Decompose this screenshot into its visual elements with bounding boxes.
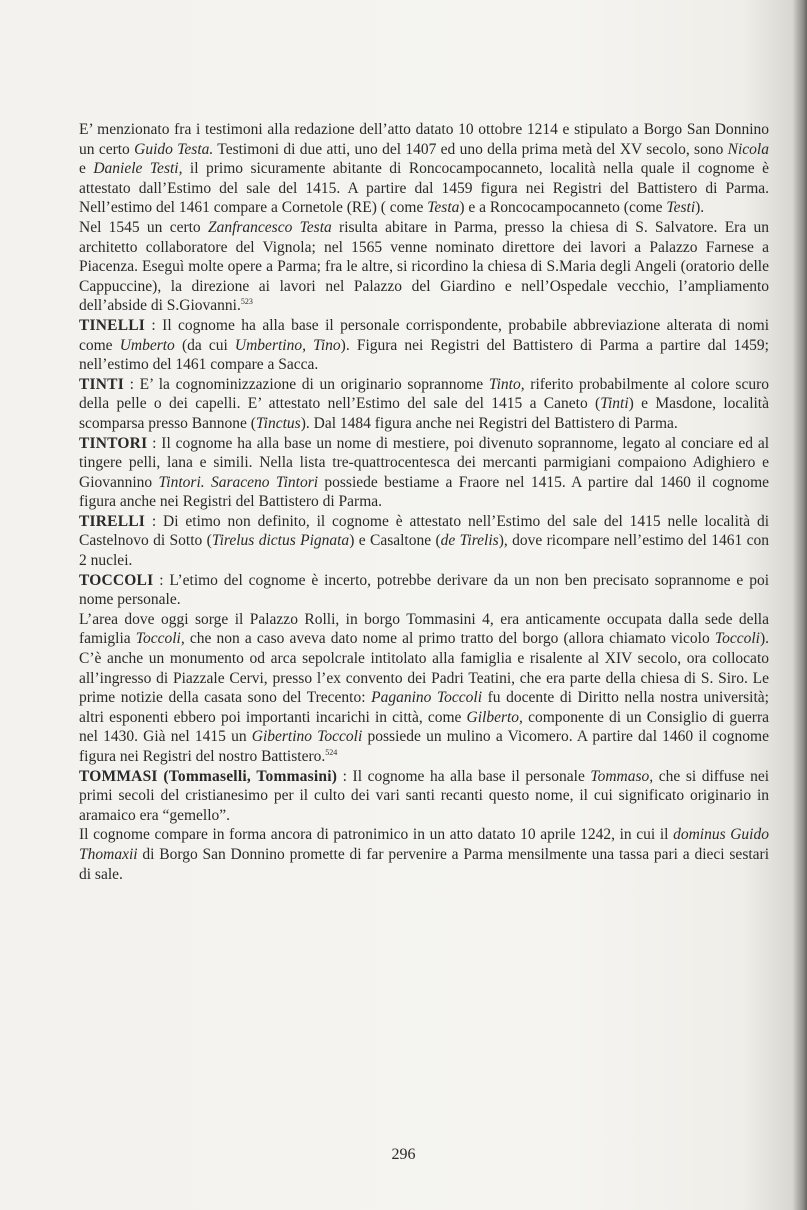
text-run: risulta abitare in Parma, presso la chiesa di S. Salvatore. Era un architetto collaboratore del Vignola; nel 1565 venne nominato direttore dei lavori a Palazzo Farnese a Piacenza. Eseguì molte opere a Parma; fra le altre, si ricordino la chiesa di S.Maria degli Angeli (oratorio delle Cappuccine), la direzione ai lavori nel Palazzo del Giardino e nell’Ospedale vecchio, l’ampliamento dell’abside di S.Giovanni. (79, 218, 769, 315)
text-run: : L’etimo del cognome è incerto, potrebbe derivare da un non ben precisato soprannome e poi nome personale. (79, 571, 769, 609)
text-run: che non a caso aveva dato nome al primo tratto del borgo (allora chiamato vicolo (184, 630, 715, 648)
italic-name: Tinto, (488, 375, 525, 393)
text-run: : Il cognome ha alla base il personale corrispondente, probabile abbreviazione alterata di nomi come (79, 316, 769, 354)
text-run: riferito probabilmente al colore scuro della pelle o dei capelli. E’ attestato nell’Estimo del sale del 1415 a Caneto ( (79, 375, 770, 413)
text-run: ) e Masdone, località scomparsa presso Bannone ( (79, 395, 769, 432)
italic-name: Tommaso, (590, 767, 654, 785)
text-run: : Il cognome ha alla base il personale (337, 767, 591, 785)
entry-heading: TINELLI (79, 316, 146, 334)
text-run: fu docente di Diritto nella nostra università; altri esponenti ebbero poi importanti incarichi in città, come (79, 689, 769, 726)
italic-name: Umbertino, Tino (234, 336, 341, 354)
text-run: componente di un Consiglio di guerra nel 1430. Già nel 1415 un (79, 708, 769, 746)
text-run: ) e a Roncocampocanneto (come (459, 199, 667, 217)
italic-name: Guido Testa. (134, 140, 214, 158)
italic-name: Testa (427, 199, 460, 217)
italic-name: Tirelus dictus Pignata (211, 532, 350, 550)
entry-tinelli (79, 316, 769, 375)
entry-heading: TINTI (79, 375, 124, 393)
italic-name: Tinctus (255, 414, 301, 432)
italic-name: Gibertino Toccoli (251, 728, 363, 746)
text-run: possiede bestiame a Fraore nel 1415. A partire dal 1460 il cognome figura anche nei Registri del Battistero di Parma. (79, 473, 770, 511)
text-run: Nel 1545 un certo (79, 218, 208, 236)
entry-tirelli (79, 512, 769, 571)
page-number: 296 (391, 1146, 416, 1163)
entry-tintori (79, 434, 769, 512)
text-run: Il cognome compare in forma ancora di patronimico in un atto datato 10 aprile 1242, in cui il (79, 826, 674, 844)
text-column (79, 120, 769, 884)
text-run: E’ menzionato fra i testimoni alla redazione dell’atto datato 10 ottobre 1214 e stipulato a Borgo San Donnino un certo (79, 121, 769, 158)
italic-name: Nicola (727, 140, 769, 158)
footnote-marker: 523 (240, 297, 253, 307)
italic-name: Zanfrancesco Testa (207, 218, 332, 236)
entry-tommasi-paragraph-2 (79, 825, 769, 884)
text-run: ). (695, 199, 705, 217)
italic-name: Daniele Testi, (93, 160, 183, 178)
footnote-marker: 524 (325, 747, 338, 757)
italic-name: Umberto (119, 336, 175, 354)
italic-name: Tinti (600, 395, 629, 413)
entry-toccoli (79, 571, 769, 610)
entry-heading: TOMMASI (Tommaselli, Tommasini) (79, 767, 338, 785)
italic-name: dominus Guido Thomaxii (79, 826, 769, 863)
entry-tinti (79, 375, 769, 434)
text-run: ), dove ricompare nell’estimo del 1461 con 2 nuclei. (79, 532, 769, 570)
text-run: il primo sicuramente abitante di Roncocampocanneto, località nella quale il cognome è attestato dall’Estimo del sale del 1415. A partire dal 1459 figura nei Registri del Battistero di Parma. Nell’estimo del 1461 compare a Cornetole (RE) ( come (79, 160, 769, 217)
italic-name: de Tirelis (440, 532, 499, 550)
text-run: : E’ la cognominizzazione di un originario soprannome (123, 375, 489, 393)
text-run: (da cui (174, 336, 235, 354)
text-run: : Di etimo non definito, il cognome è attestato nell’Estimo del sale del 1415 nelle località di Castelnovo di Sotto ( (79, 512, 769, 550)
text-run: ). Figura nei Registri del Battistero di Parma a partire dal 1459; nell’estimo del 1461 compare a Sacca. (79, 336, 769, 374)
text-run: ). Dal 1484 figura anche nei Registri del Battistero di Parma. (300, 414, 678, 432)
text-run: ). C’è anche un monumento od arca sepolcrale intitolato alla famiglia e risalente al XIV secolo, ora collocato all’ingresso di Piazzale Cervi, presso l’ex convento dei Padri Teatini, che era parte della chiesa di S. Siro. Le prime notizie della casata sono del Trecento: (79, 630, 769, 707)
entry-tommasi (79, 767, 769, 826)
italic-name: Tintori. Saraceno Tintori (158, 473, 319, 491)
entry-heading: TINTORI (79, 434, 148, 452)
italic-name: Paganino Toccoli (371, 689, 483, 707)
italic-name: Toccoli, (135, 630, 185, 648)
text-run: possiede un mulino a Vicomero. A partire dal 1460 il cognome figura nei Registri del nostro Battistero. (79, 728, 769, 765)
italic-name: Gilberto, (466, 708, 523, 726)
text-run: di Borgo San Donnino promette di far pervenire a Parma mensilmente una tassa pari a dieci sestari di sale. (79, 845, 769, 883)
text-run: Testimoni di due atti, uno del 1407 ed uno della prima metà del XV secolo, sono (213, 140, 728, 158)
testa-paragraph-1 (79, 120, 769, 218)
italic-name: Testi (666, 199, 696, 217)
testa-paragraph-2 (79, 218, 769, 316)
text-run: che si diffuse nei primi secoli del cristianesimo per il culto dei vari santi recanti questo nome, il cui significato originario in aramaico era “gemello”. (79, 767, 770, 824)
text-run: : Il cognome ha alla base un nome di mestiere, poi divenuto soprannome, legato al conciare ed al tingere pelli, lana e simili. Nella lista tre-quattrocentesca dei mercanti parmigiani compaiono Adighiero e Giovannino (79, 434, 769, 491)
page-edge-shadow (793, 0, 807, 1210)
entry-heading: TIRELLI (79, 512, 146, 530)
text-run: ) e Casaltone ( (349, 532, 441, 550)
text-run: L’area dove oggi sorge il Palazzo Rolli, in borgo Tommasini 4, era anticamente occupata dalla sede della famiglia (79, 610, 769, 648)
entry-toccoli-paragraph-2 (79, 610, 769, 767)
text-run: e (79, 160, 94, 178)
italic-name: Toccoli (714, 630, 760, 648)
entry-heading: TOCCOLI (79, 571, 154, 589)
